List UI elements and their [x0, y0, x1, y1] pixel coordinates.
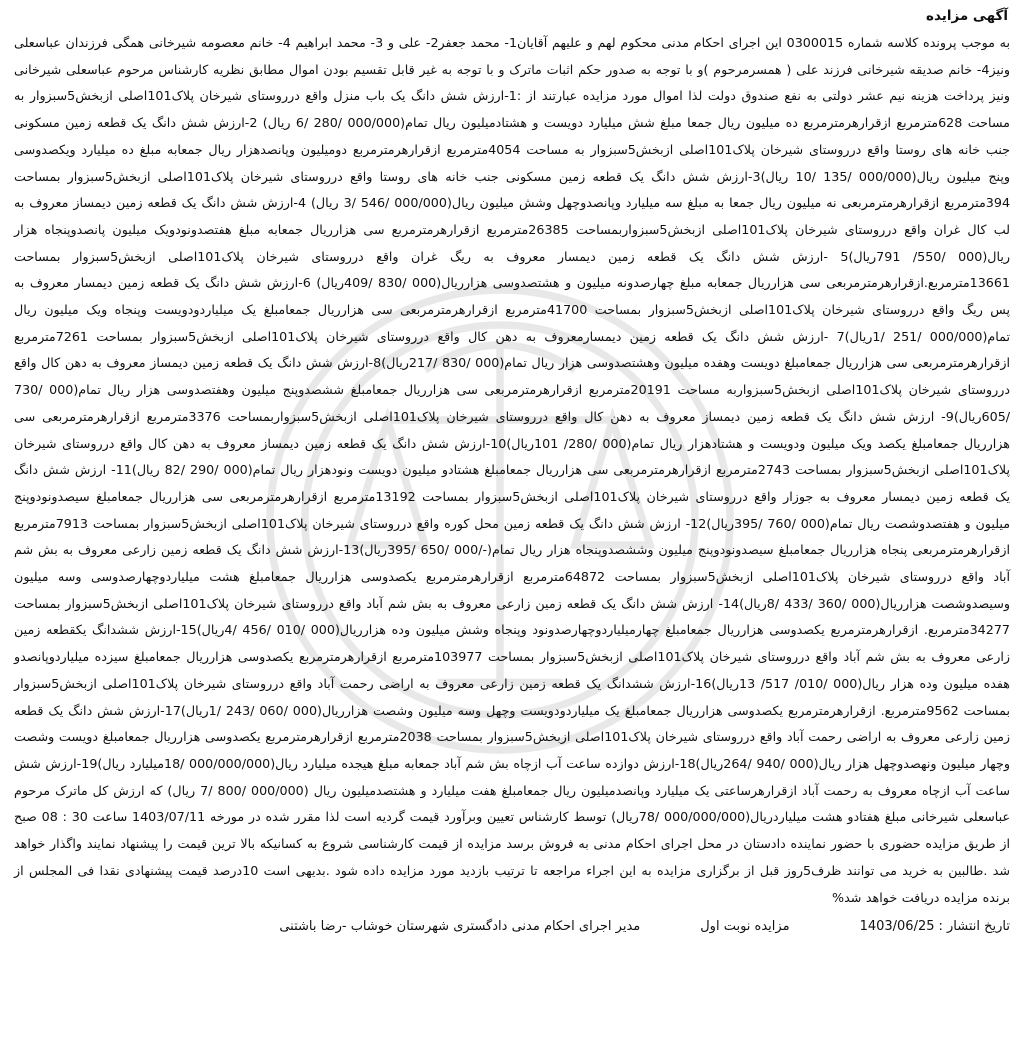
auction-round: مزایده نوبت اول: [700, 919, 790, 935]
notice-title: آگهی مزایده: [926, 8, 1008, 24]
notice-body: به موجب پرونده کلاسه شماره 0300015 این اجرای احکام مدنی محکوم لهم و علیهم آقایان1- محمد جعفر2- علی و 3- محمد ابراهیم 4- خانم معصومه شیرخانی همگی فرزندان عباسعلی ونیز4- خانم صدیقه شیرخانی فرزند علی ( همسرمرحوم )و با توجه به صدور حکم اثبات ماترک و با توجه به غیر قابل تقسیم بودن اموال مطابق نظریه کارشناس مرحوم عباسعلی شیرخانی ونیز پرداخت هزینه نیم عشر دولتی به نفع صندوق دولت لذا اموال مورد مزایده عبارتند از :1-ارزش شش دانگ یک باب منزل واقع درروستای شیرخان پلاک101اصلی ازبخش5سبزوار به مساحت 628مترمربع ازقرارهرمترمربع ده میلیون ریال جمعا مبلغ شش میلیارد دویست و هشتادمیلیون ریال تمام(000/000 /280 /6 ریال) 2-ارزش شش دانگ یک قطعه زمین مسکونی جنب خانه های روستا واقع درروستای شیرخان پلاک101اصلی ازبخش5سبزوار به مساحت 4054مترمربع ازقرارهرمترمربع دومیلیون وپانصدهزار ریال جمعابه مبلغ ده میلیارد ویکصدوسی وپنج میلیون ریال(000/000 /135 /10 ریال)3-ارزش شش دانگ یک قطعه زمین مسکونی جنب خانه های روستا واقع درروستای شیرخان پلاک101اصلی ازبخش5سبزوار بمساحت 394مترمربع ازقرارهرمترمربعی نه میلیون ریال جمعا به مبلغ سه میلیارد وپانصدوچهل وشش میلیون ریال(000/000 /546 /3 ریال) 4-ارزش شش دانگ یک قطعه زمین دیمساز معروف به لب کال غران واقع درروستای شیرخان پلاک101اصلی ازبخش5سبزواربمساحت 26385مترمربع ازقرارهرمترمربع سی هزارریال جمعابه مبلغ هفتصدونودویک میلیون پانصدوپنجاه هزار ریال(000 /550/ 791ریال)5 -ارزش شش دانگ یک قطعه زمین دیمسار معروف به ریگ غران واقع درروستای شیرخان پلاک101اصلی ازبخش5سبزوار بمساحت 13661مترمربع.ازقرارهرمترمربعی سی هزارریال جمعابه مبلغ چهارصدونه میلیون و هشتصدوسی هزارریال(000 /830 /409ریال) 6-ارزش شش دانگ یک قطعه زمین دیمسار معروف به پس ریگ واقع درروستای شیرخان پلاک101اصلی ازبخش5سبزوار بمساحت 41700مترمربع ازقرارهرمترمربعی سی هزارریال جمعامبلغ یک میلیاردودویست وپنجاه ویک میلیون ریال تمام(000/000 /251 /1ریال)7 -ارزش شش دانگ یک قطعه زمین دیمسارمعروف به دهن کال واقع درروستای شیرخان پلاک101اصلی ازبخش5سبزوار بمساحت 7261مترمربع ازقرارهرمترمربعی سی هزارریال جمعامبلغ دویست وهفده میلیون وهشتصدوسی هزار ریال تمام(000 /830 /217ریال)8-ارزش شش دانگ یک قطعه زمین دیمساز معروف به دهن کال واقع درروستای شیرخان پلاک101اصلی ازبخش5سبزواربه مساحت 20191مترمربع ازقرارهرمترمربعی سی هزارریال جمعامبلغ ششصدوپنج میلیون وهفتصدوسی هزار ریال تمام(000 /730 /605ریال)9- ارزش شش دانگ یک قطعه زمین دیمساز معروف به دهن کال واقع درروستای شیرخان پلاک101اصلی ازبخش5سبزواربمساحت 3376مترمربع ازقرارهرمترمربعی سی هزارریال جمعامبلغ یکصد ویک میلیون ودویست و هشتادهزار ریال تمام(000 /280/ 101ریال)10-ارزش شش دانگ یک قطعه زمین دیمساز معروف به دهن کال واقع درروستای شیرخان پلاک101اصلی ازبخش5سبزوار بمساحت 2743مترمربع ازقرارهرمترمربعی سی هزارریال جمعامبلغ هشتادو میلیون دویست ونودهزار ریال تمام(000 /290 /82 ریال)11- ارزش شش دانگ یک قطعه زمین دیمسار معروف به جوزار واقع درروستای شیرخان پلاک101اصلی ازبخش5سبزوار بمساحت 13192مترمربع ازقرارهرمترمربعی سی هزارریال جمعامبلغ سیصدونودوپنج میلیون و هفتصدوشصت ریال تمام(000 /760 /395ریال)12- ارزش شش دانگ یک قطعه زمین محل کوره واقع درروستای شیرخان پلاک101اصلی ازبخش5سبزوار بمساحت 7913مترمربع ازقرارهرمترمربعی پنجاه هزارریال جمعامبلغ سیصدونودوپنج میلیون وششصدوپنجاه هزار ریال تمام(-/000 /650 /395ریال)13-ارزش شش دانگ یک قطعه زمین زارعی معروف به بش شم آباد واقع درروستای شیرخان پلاک101اصلی ازبخش5سبزوار بمساحت 64872مترمربع ازقرارهرمترمربع یکصدوسی هزارریال جمعامبلغ هشت میلیاردوچهارصدوسی وسه میلیون وسیصدوشصت هزارریال(000 /360 /433 /8ریال)14- ارزش شش دانگ یک قطعه زمین زارعی معروف به بش شم آباد واقع درروستای شیرخان پلاک101اصلی ازبخش5سبزوار بمساحت 34277مترمربع. ازقرارهرمترمربع یکصدوسی هزارریال جمعامبلغ چهارمیلیاردوچهارصدونود وپنجاه وشش میلیون وده هزارریال(000 /010 /456 /4ریال)15-ارزش ششدانگ یکقطعه زمین زارعی معروف به بش شم آباد واقع درروستای شیرخان پلاک101اصلی ازبخش5سبزوار بمساحت 103977مترمربع ازقرارهرمترمربع یکصدوسی هزارریال جمعامبلغ سیزده میلیاردوپانصدو هفده میلیون وده هزار ریال(000 /010/ 517/ 13ریال)16-ارزش ششدانگ یک قطعه زمین زارعی معروف به اراضی رحمت آباد واقع درروستای شیرخان پلاک101اصلی ازبخش5سبزوار بمساحت 9562مترمربع. ازقرارهرمترمربع یکصدوسی هزارریال جمعامبلغ یک میلیاردودویست وچهل وسه میلیون وشصت هزارریال(000 /060 /243 /1ریال)17-ارزش شش دانگ یک قطعه زمین زارعی معروف به اراضی رحمت آباد واقع درروستای شیرخان پلاک101اصلی ازبخش5سبزوار بمساحت 2038مترمربع ازقرارهرمترمربع یکصدوسی هزارریال جمعامبلغ دویست وشصت وچهار میلیون ونهصدوچهل هزار ریال(000 /940 /264ریال)18-ارزش دوازده ساعت آب ازچاه بش شم آباد جمعابه مبلغ هیجده میلیارد ریال(000/000/000 /18میلیارد ریال)19-ارزش شش ساعت آب ازچاه معروف به رحمت آباد ازقرارهرساعتی یک میلیارد وپانصدمیلیون ریال جمعامبلغ هفت میلیارد و هشتصدمیلیون ریال (000/000 /800 /7 ریال) که ارزش کل ماترک مرحوم عباسعلی شیرخانی مبلغ هفتادو هشت میلیاردریال(000/000/000 /78ریال) توسط کارشناس تعیین وبرآورد قیمت گردیه است لذا مقرر شده در مورخه 1403/07/11 ساعت 30 : 08 صبح از طریق مزایده حضوری با حضور نماینده دادستان در محل اجرای احکام مدنی به فروش برسد مزایده از قیمت کارشناسی شروع به کسانیکه بالا ترین قیمت را پیشنهاد نمایند واگذار خواهد شد .طالبین به خرید می توانند ظرف5روز قبل از برگزاری مزایده به این اجراء مراجعه تا ترتیب بازدید مورد مزایده داده شود .بدیهی است 10درصد قیمت پیشنهادی نقدا فی المجلس از برنده مزایده دریافت خواهد شد%: [14, 35, 1011, 905]
issuing-office-signature: مدیر اجرای احکام مدنی دادگستری شهرستان خوشاب -رضا باشتنی: [279, 919, 641, 935]
publication-date-label: تاریخ انتشار :: [938, 919, 1010, 935]
notice-footer: [14, 916, 1010, 938]
publication-date: 1403/06/25: [859, 919, 935, 935]
